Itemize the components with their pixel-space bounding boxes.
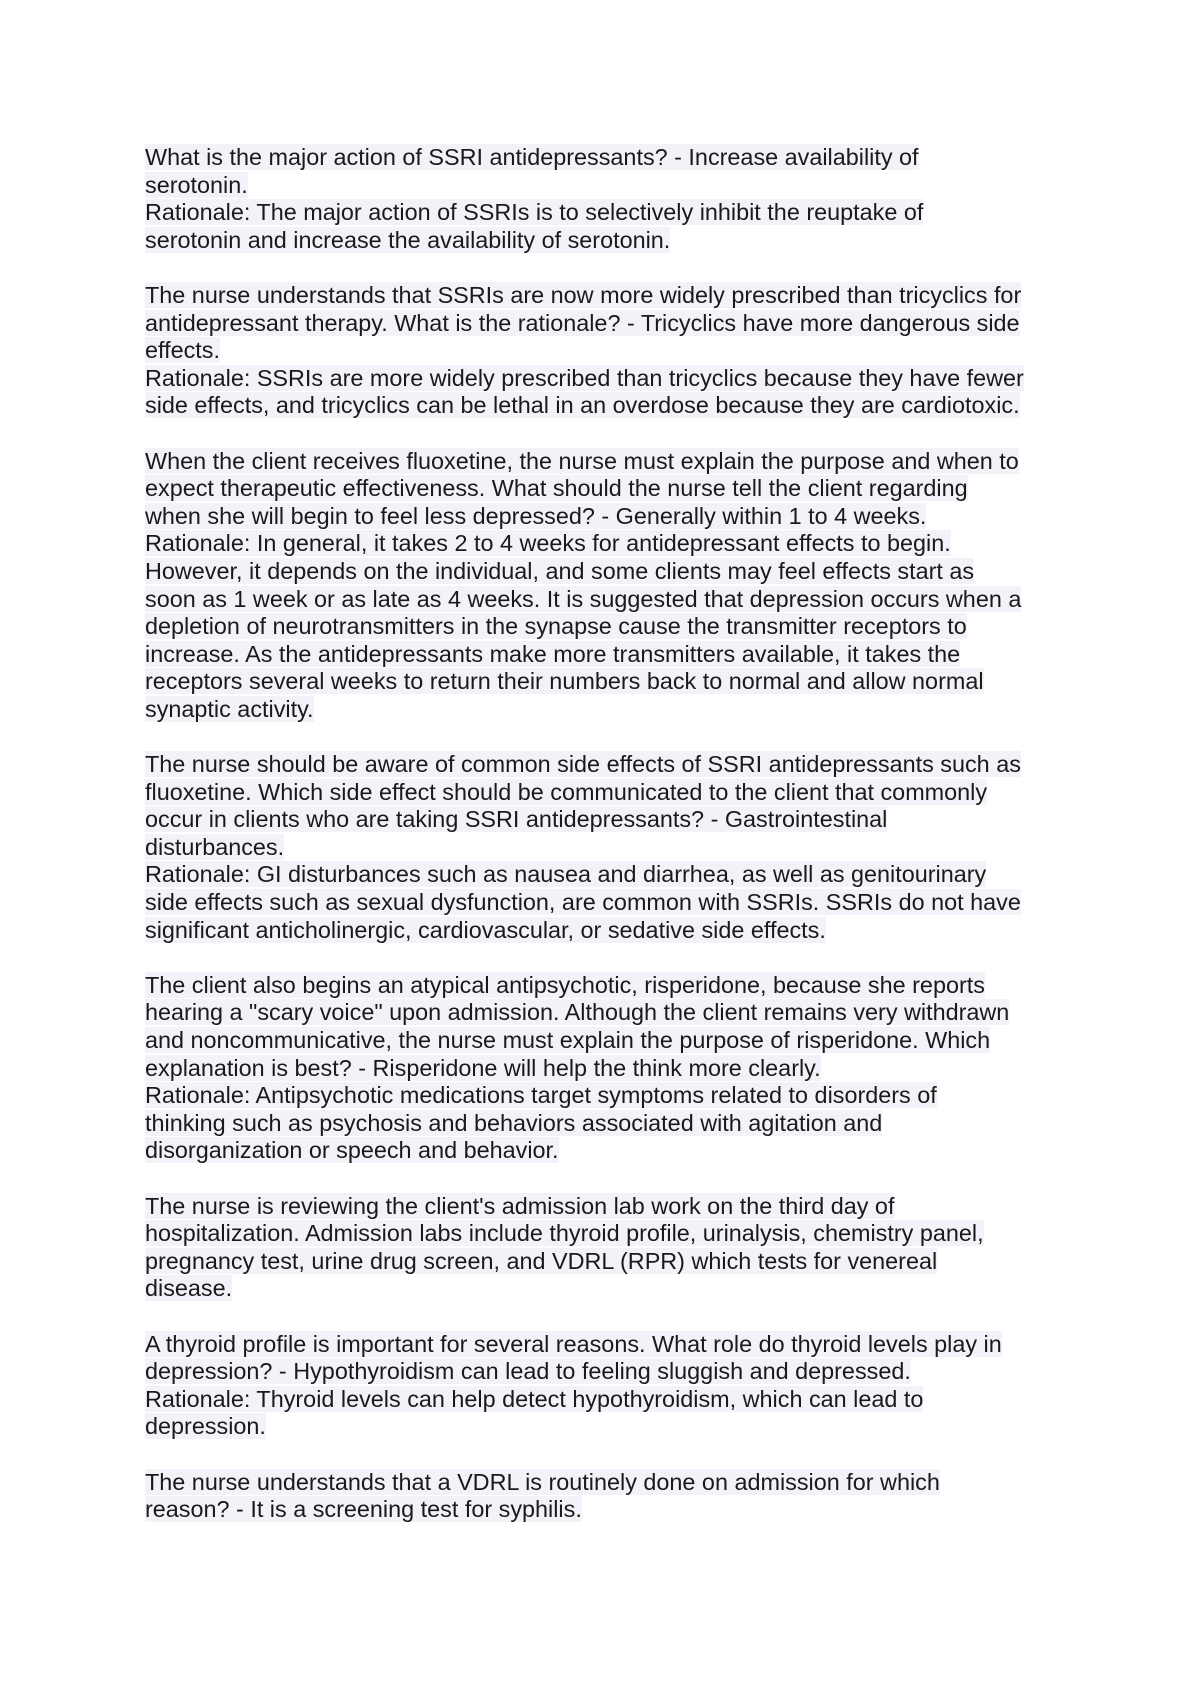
qa-block <box>145 144 1065 254</box>
text-line <box>145 917 1065 945</box>
text-line-content: The nurse is reviewing the client's admission lab work on the third day of <box>145 1192 895 1219</box>
text-line-content: Rationale: Thyroid levels can help detect hypothyroidism, which can lead to <box>145 1385 924 1412</box>
text-line-content: significant anticholinergic, cardiovascular, or sedative side effects. <box>145 916 826 943</box>
text-line-content: synaptic activity. <box>145 695 314 722</box>
text-line <box>145 1386 1065 1414</box>
text-line-content: depression. <box>145 1413 266 1440</box>
text-line <box>145 779 1065 807</box>
text-line <box>145 365 1065 393</box>
text-line-content: soon as 1 week or as late as 4 weeks. It is suggested that depression occurs when a <box>145 585 1022 612</box>
text-line-content: when she will begin to feel less depressed? - Generally within 1 to 4 weeks. <box>145 502 927 529</box>
text-line <box>145 696 1065 724</box>
text-line <box>145 1496 1065 1524</box>
text-line-content: The nurse should be aware of common side effects of SSRI antidepressants such as <box>145 751 1021 778</box>
text-line <box>145 613 1065 641</box>
text-line <box>145 392 1065 420</box>
text-line <box>145 751 1065 779</box>
qa-block <box>145 1331 1065 1441</box>
text-line-content: disturbances. <box>145 833 285 860</box>
text-line <box>145 972 1065 1000</box>
text-line-content: increase. As the antidepressants make more transmitters available, it takes the <box>145 640 961 667</box>
text-line <box>145 172 1065 200</box>
text-line <box>145 1275 1065 1303</box>
text-line-content: serotonin and increase the availability of serotonin. <box>145 226 671 253</box>
text-line-content: hearing a "scary voice" upon admission. Although the client remains very withdrawn <box>145 999 1010 1026</box>
text-line-content: A thyroid profile is important for several reasons. What role do thyroid levels play in <box>145 1330 1002 1357</box>
text-line <box>145 1413 1065 1441</box>
text-line <box>145 889 1065 917</box>
text-line-content: The client also begins an atypical antipsychotic, risperidone, because she reports <box>145 971 985 998</box>
text-line <box>145 668 1065 696</box>
text-line-content: occur in clients who are taking SSRI antidepressants? - Gastrointestinal <box>145 806 888 833</box>
text-line-content: disease. <box>145 1275 233 1302</box>
text-line-content: fluoxetine. Which side effect should be communicated to the client that commonly <box>145 778 988 805</box>
text-line <box>145 641 1065 669</box>
text-line-content: and noncommunicative, the nurse must explain the purpose of risperidone. Which <box>145 1027 991 1053</box>
text-line-content: explanation is best? - Risperidone will help the think more clearly. <box>145 1054 821 1081</box>
text-line-content: pregnancy test, urine drug screen, and VDRL (RPR) which tests for venereal <box>145 1247 938 1274</box>
text-line <box>145 1469 1065 1497</box>
text-line-content: effects. <box>145 337 220 364</box>
text-line <box>145 1248 1065 1276</box>
text-line-content: Rationale: The major action of SSRIs is to selectively inhibit the reuptake of <box>145 199 924 226</box>
text-line <box>145 586 1065 614</box>
text-line-content: When the client receives fluoxetine, the nurse must explain the purpose and when to <box>145 447 1019 474</box>
text-line-content: antidepressant therapy. What is the rationale? - Tricyclics have more dangerous side <box>145 309 1020 336</box>
qa-block <box>145 282 1065 420</box>
text-line <box>145 558 1065 586</box>
text-line <box>145 199 1065 227</box>
text-line <box>145 475 1065 503</box>
text-line <box>145 337 1065 365</box>
text-line-content: reason? - It is a screening test for syphilis. <box>145 1496 582 1523</box>
text-line <box>145 1193 1065 1221</box>
text-line <box>145 1110 1065 1138</box>
text-line-content: depletion of neurotransmitters in the synapse cause the transmitter receptors to <box>145 613 967 640</box>
text-line-content: side effects such as sexual dysfunction, are common with SSRIs. SSRIs do not have <box>145 889 1021 916</box>
qa-block <box>145 972 1065 1165</box>
text-line <box>145 861 1065 889</box>
text-line <box>145 999 1065 1027</box>
text-line <box>145 1055 1065 1083</box>
text-line-content: The nurse understands that a VDRL is routinely done on admission for which <box>145 1468 940 1495</box>
text-line-content: receptors several weeks to return their numbers back to normal and allow normal <box>145 668 984 695</box>
text-line <box>145 1220 1065 1248</box>
text-line-content: The nurse understands that SSRIs are now more widely prescribed than tricyclics for <box>145 281 1022 308</box>
text-line <box>145 448 1065 476</box>
qa-block <box>145 448 1065 724</box>
text-line-content: Rationale: Antipsychotic medications target symptoms related to disorders of <box>145 1082 937 1109</box>
text-line <box>145 834 1065 862</box>
text-line-content: thinking such as psychosis and behaviors associated with agitation and <box>145 1109 883 1136</box>
text-line-content: Rationale: In general, it takes 2 to 4 weeks for antidepressant effects to begin. <box>145 530 951 557</box>
qa-block <box>145 1193 1065 1303</box>
text-line <box>145 282 1065 310</box>
text-line-content: Rationale: GI disturbances such as nausea and diarrhea, as well as genitourinary <box>145 861 987 888</box>
text-line-content: What is the major action of SSRI antidepressants? - Increase availability of <box>145 144 919 170</box>
text-line-content: Rationale: SSRIs are more widely prescribed than tricyclics because they have fewer <box>145 364 1024 391</box>
text-line-content: hospitalization. Admission labs include thyroid profile, urinalysis, chemistry panel, <box>145 1220 984 1247</box>
text-line <box>145 806 1065 834</box>
text-line-content: However, it depends on the individual, and some clients may feel effects start as <box>145 557 975 584</box>
text-line <box>145 1137 1065 1165</box>
text-line <box>145 310 1065 338</box>
text-line <box>145 1358 1065 1386</box>
text-line <box>145 503 1065 531</box>
text-line <box>145 227 1065 255</box>
text-line <box>145 1082 1065 1110</box>
text-line <box>145 1027 1065 1055</box>
text-line <box>145 1331 1065 1359</box>
text-line <box>145 530 1065 558</box>
text-line-content: disorganization or speech and behavior. <box>145 1137 559 1164</box>
text-line-content: serotonin. <box>145 171 248 198</box>
text-line-content: side effects, and tricyclics can be lethal in an overdose because they are cardiotoxic. <box>145 392 1020 419</box>
text-line <box>145 144 1065 172</box>
qa-block <box>145 751 1065 944</box>
qa-block <box>145 1469 1065 1524</box>
text-line-content: depression? - Hypothyroidism can lead to feeling sluggish and depressed. <box>145 1358 911 1385</box>
document-body <box>145 144 1065 1551</box>
text-line-content: expect therapeutic effectiveness. What should the nurse tell the client regarding <box>145 475 968 502</box>
